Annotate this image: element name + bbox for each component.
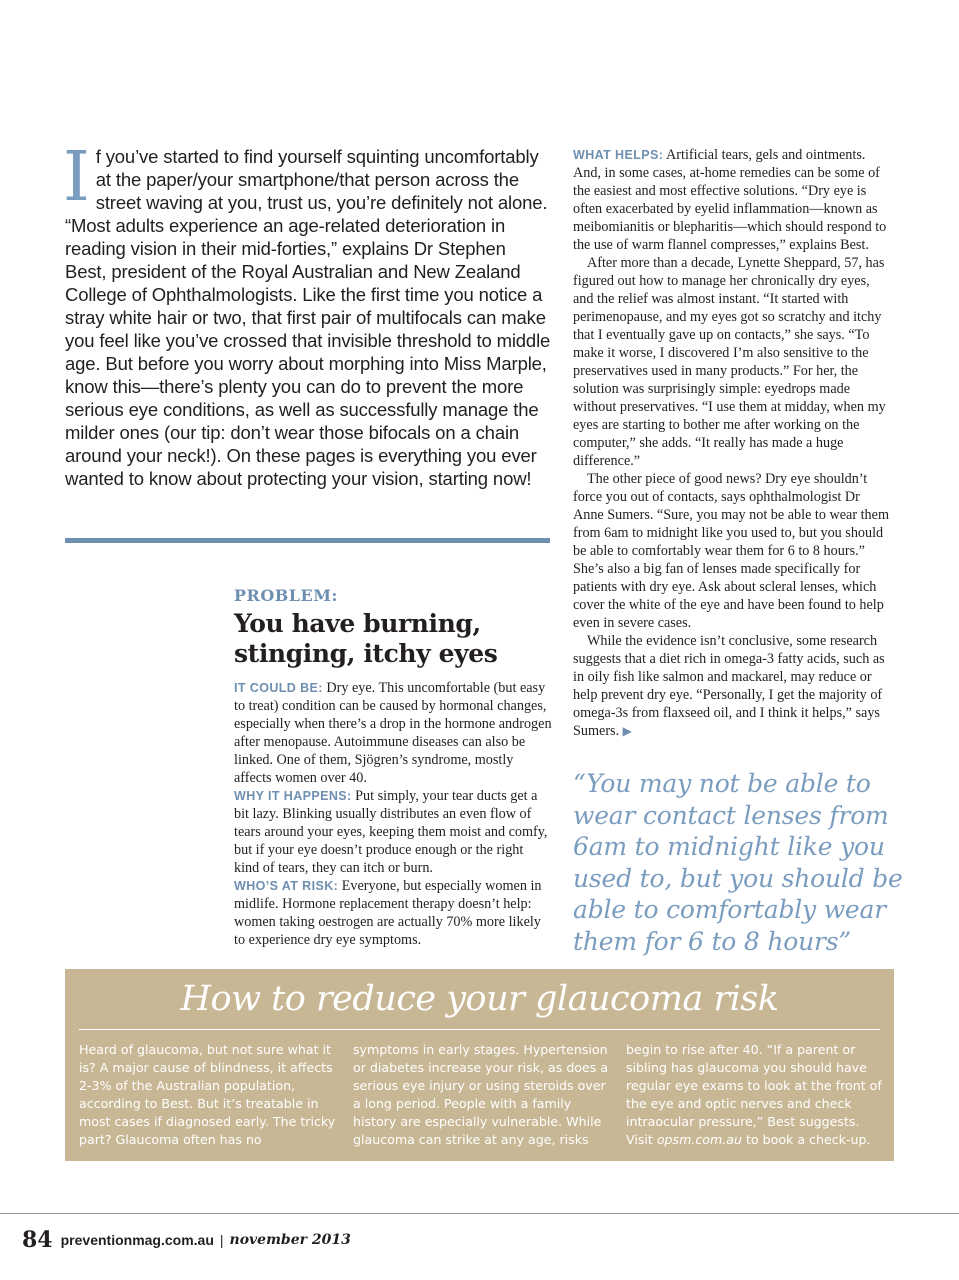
problem-body bbox=[234, 679, 552, 949]
problem-section bbox=[234, 586, 552, 949]
opsm-link[interactable]: opsm.com.au bbox=[656, 1132, 742, 1147]
problem-kicker: PROBLEM: bbox=[234, 586, 338, 605]
footer-rule bbox=[0, 1213, 959, 1214]
glaucoma-col3-text: begin to rise after 40. “If a parent or sibling has glaucoma you should have regular eye exams to look at the front of the eye and optic nerves and check intraocular pressure,” Best suggests. Visit bbox=[626, 1042, 882, 1147]
right-column bbox=[573, 146, 891, 740]
what-helps-paragraph bbox=[573, 146, 891, 254]
why-text: Put simply, your tear ducts get a bit lazy. Blinking usually distributes an even flow of tears around your eyes, keeping them moist and comfy, but if your eye doesn’t produce enough or the right kind of tears, they can itch or burn. bbox=[234, 788, 548, 876]
issue-date: november 2013 bbox=[229, 1232, 351, 1248]
drop-cap: I bbox=[63, 138, 90, 217]
glaucoma-col3-end: to book a check-up. bbox=[741, 1132, 871, 1147]
glaucoma-column-1: Heard of glaucoma, but not sure what it is? A major cause of blindness, it affects 2-3% of the Australian population, according to Best. But it’s treatable in most cases if diagnosed early. The tricky part? Glaucoma often has no bbox=[79, 1042, 336, 1147]
label-what-helps: WHAT HELPS: bbox=[573, 148, 664, 162]
label-why-it-happens: WHY IT HAPPENS: bbox=[234, 789, 352, 803]
glaucoma-column-2: symptoms in early stages. Hypertension or diabetes increase your risk, as does a serious eye injury or using steroids over a long period. People with a family history are especially vulnerable. While glaucoma can strike at any age, risks bbox=[353, 1042, 609, 1147]
footer-separator: | bbox=[219, 1232, 224, 1248]
sheppard-paragraph: After more than a decade, Lynette Sheppard, 57, has figured out how to manage her chronically dry eyes, and the relief was almost instant. “It started with perimenopause, and my eyes got so scratchy and itchy that I eventually gave up on contacts,” she says. “To make it worse, I discovered I’m also sensitive to the preservatives used in many products.” For her, the solution was surprisingly simple: eyedrops made without preservatives. “I use them at midday, when my eyes are starting to bother me after working on the computer,” she adds. “It really has made a huge difference.” bbox=[573, 255, 886, 469]
problem-paragraph-why bbox=[234, 787, 552, 877]
risk-text: Everyone, but especially women in midlife. Hormone replacement therapy doesn’t help: women taking oestrogen are actually 70% more likely to experience dry eye symptoms. bbox=[234, 878, 542, 948]
glaucoma-title: How to reduce your glaucoma risk bbox=[180, 979, 779, 1019]
intro-paragraph bbox=[63, 138, 552, 490]
label-whos-at-risk: WHO’S AT RISK: bbox=[234, 879, 339, 893]
problem-paragraph-risk bbox=[234, 877, 552, 949]
pull-quote: “You may not be able to wear contact lenses from 6am to midnight like you used to, but you should be able to comfortably wear them for 6 to 8 hours” bbox=[573, 769, 903, 956]
contacts-paragraph: The other piece of good news? Dry eye shouldn’t force you out of contacts, says ophthalmologist Dr Anne Sumers. “Sure, you may not be able to wear them from 6am to midnight like you used to, but you should be able to comfortably wear them for 6 to 8 hours.” She’s also a big fan of lenses made specifically for patients with dry eye. Ask about scleral lenses, which cover the white of the eye and have been found to help even in severe cases. bbox=[573, 471, 889, 631]
section-divider bbox=[65, 538, 550, 543]
omega-paragraph bbox=[573, 632, 891, 740]
intro-text: f you’ve started to find yourself squinting uncomfortably at the paper/your smartphone/that person across the street waving at you, trust us, you’re definitely not alone. “Most adults experience an age-related deterioration in reading vision in their mid-forties,” explains Dr Stephen Best, president of the Royal Australian and New Zealand College of Ophthalmologists. Like the first time you notice a stray white hair or two, that first pair of multifocals can make you feel like you’ve crossed that invisible threshold to middle age. But before you worry about morphing into Miss Marple, know this—there’s plenty you can do to prevent the more serious eye conditions, as well as successfully manage the milder ones (our tip: don’t wear those bifocals on a chain around your neck!). On these pages is everything you ever wanted to know about protecting your vision, starting now! bbox=[65, 146, 551, 489]
label-it-could-be: IT COULD BE: bbox=[234, 681, 323, 695]
glaucoma-rule bbox=[79, 1029, 880, 1030]
glaucoma-box bbox=[65, 969, 894, 1161]
page-footer bbox=[22, 1227, 351, 1253]
site-url[interactable]: preventionmag.com.au bbox=[60, 1232, 214, 1248]
problem-headline: You have burning, stinging, itchy eyes bbox=[234, 609, 498, 668]
problem-paragraph-cause bbox=[234, 679, 552, 787]
what-helps-text: Artificial tears, gels and ointments. And, in some cases, at-home remedies can be some of the easiest and most effective solutions. “Dry eye is often exacerbated by eyelid inflammation—known as meibomianitis or blepharitis—which should respond to the use of warm flannel compresses,” explains Best. bbox=[573, 147, 887, 253]
glaucoma-column-3 bbox=[626, 1041, 888, 1149]
continue-arrow-icon: ▶ bbox=[622, 724, 632, 738]
page-number: 84 bbox=[22, 1227, 53, 1253]
cause-text: Dry eye. This uncomfortable (but easy to treat) condition can be caused by hormonal changes, especially when there’s a drop in the hormone androgen after menopause. Autoimmune diseases can also be linked. One of them, Sjögren’s syndrome, mostly affects women over 40. bbox=[234, 680, 552, 786]
omega-text: While the evidence isn’t conclusive, some research suggests that a diet rich in omega-3 fatty acids, such as in oily fish like salmon and mackarel, may reduce or help prevent dry eye. “Personally, I get the majority of omega-3s from flaxseed oil, and I think it helps,” says Sumers. bbox=[573, 633, 885, 739]
